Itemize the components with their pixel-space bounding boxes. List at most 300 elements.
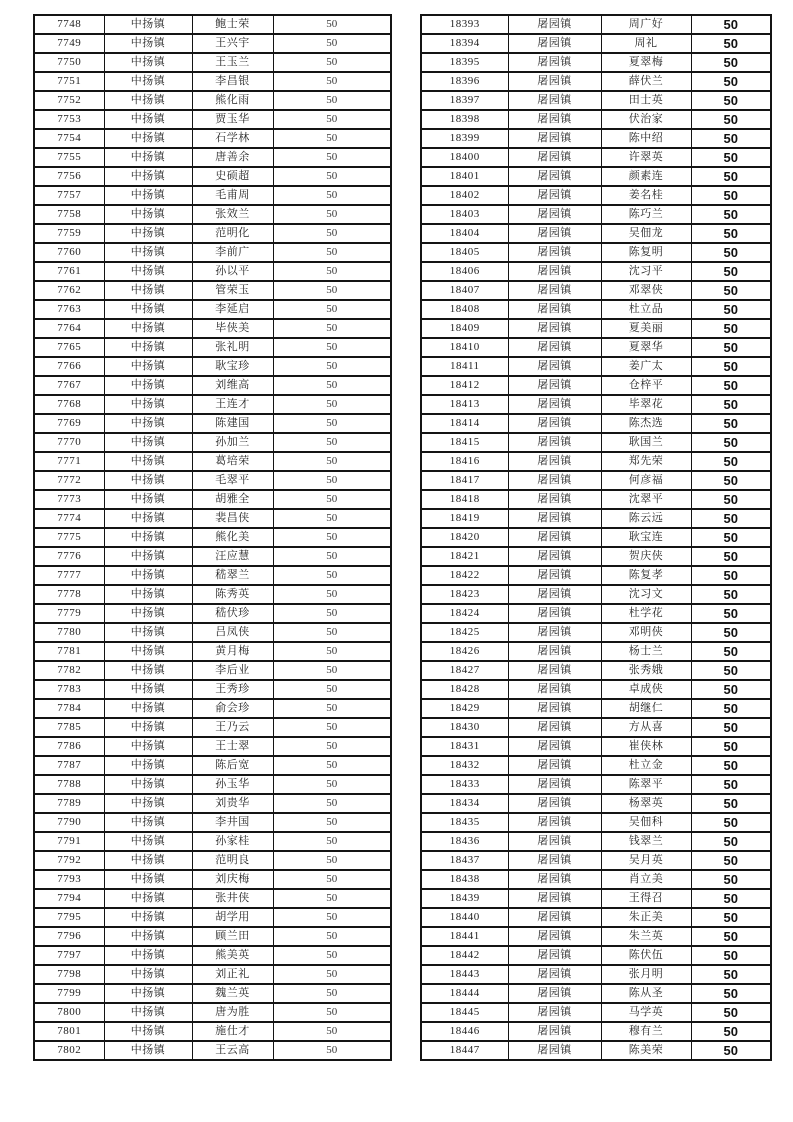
cell-name: 吴佃龙 [601,224,691,243]
cell-value: 50 [273,490,391,509]
cell-name: 沈习文 [601,585,691,604]
cell-id: 18443 [421,965,508,984]
right-roster-table [420,14,772,1061]
cell-id: 18418 [421,490,508,509]
cell-name: 管荣玉 [192,281,273,300]
cell-name: 王连才 [192,395,273,414]
cell-name: 薛伏兰 [601,72,691,91]
cell-town: 中扬镇 [104,680,192,699]
cell-value: 50 [273,547,391,566]
cell-id: 18439 [421,889,508,908]
cell-name: 熊美英 [192,946,273,965]
cell-name: 耿国兰 [601,433,691,452]
cell-town: 屠园镇 [508,946,601,965]
cell-name: 王秀珍 [192,680,273,699]
cell-town: 屠园镇 [508,205,601,224]
table-row [421,642,771,661]
table-row [421,72,771,91]
cell-name: 黄月梅 [192,642,273,661]
cell-id: 7770 [34,433,104,452]
cell-id: 18408 [421,300,508,319]
table-row [421,832,771,851]
cell-value: 50 [273,319,391,338]
cell-value: 50 [273,53,391,72]
cell-name: 贺庆侠 [601,547,691,566]
cell-name: 胡继仁 [601,699,691,718]
cell-id: 7763 [34,300,104,319]
cell-id: 7778 [34,585,104,604]
cell-id: 7752 [34,91,104,110]
table-row [421,357,771,376]
cell-name: 杜立金 [601,756,691,775]
table-row [421,585,771,604]
cell-name: 周广好 [601,15,691,34]
cell-town: 中扬镇 [104,167,192,186]
cell-value: 50 [273,338,391,357]
cell-id: 7776 [34,547,104,566]
cell-name: 李延启 [192,300,273,319]
table-row [34,946,391,965]
cell-id: 7755 [34,148,104,167]
cell-name: 嵇翠兰 [192,566,273,585]
table-row [34,167,391,186]
cell-id: 18393 [421,15,508,34]
table-row [421,452,771,471]
cell-name: 王云高 [192,1041,273,1060]
table-row [34,927,391,946]
table-row [421,718,771,737]
cell-town: 中扬镇 [104,376,192,395]
cell-name: 刘维高 [192,376,273,395]
cell-town: 中扬镇 [104,1041,192,1060]
table-row [34,699,391,718]
cell-name: 孙加兰 [192,433,273,452]
cell-town: 中扬镇 [104,604,192,623]
cell-value: 50 [691,319,771,338]
table-row [421,604,771,623]
cell-id: 18409 [421,319,508,338]
table-row [421,680,771,699]
cell-id: 7749 [34,34,104,53]
cell-town: 屠园镇 [508,927,601,946]
cell-id: 7789 [34,794,104,813]
cell-name: 卓成侠 [601,680,691,699]
table-row [421,965,771,984]
cell-town: 屠园镇 [508,34,601,53]
cell-id: 7800 [34,1003,104,1022]
table-row [34,908,391,927]
cell-id: 7780 [34,623,104,642]
cell-value: 50 [691,338,771,357]
table-row [34,1041,391,1060]
cell-value: 50 [691,186,771,205]
cell-value: 50 [691,395,771,414]
cell-id: 18437 [421,851,508,870]
cell-value: 50 [273,414,391,433]
cell-value: 50 [273,794,391,813]
cell-id: 18394 [421,34,508,53]
table-row [34,433,391,452]
cell-town: 中扬镇 [104,490,192,509]
cell-id: 18407 [421,281,508,300]
cell-town: 屠园镇 [508,376,601,395]
cell-name: 仓梓平 [601,376,691,395]
cell-name: 杜立品 [601,300,691,319]
cell-name: 陈中绍 [601,129,691,148]
cell-value: 50 [273,262,391,281]
cell-id: 7767 [34,376,104,395]
cell-id: 18423 [421,585,508,604]
cell-id: 7788 [34,775,104,794]
cell-id: 18427 [421,661,508,680]
cell-id: 18435 [421,813,508,832]
cell-town: 中扬镇 [104,72,192,91]
table-row [421,414,771,433]
table-row [421,34,771,53]
cell-id: 7768 [34,395,104,414]
table-row [421,186,771,205]
cell-id: 18430 [421,718,508,737]
cell-town: 屠园镇 [508,984,601,1003]
cell-town: 屠园镇 [508,167,601,186]
cell-name: 陈后宽 [192,756,273,775]
cell-town: 屠园镇 [508,300,601,319]
table-row [421,1041,771,1060]
cell-value: 50 [691,167,771,186]
cell-name: 顾兰田 [192,927,273,946]
cell-name: 方从喜 [601,718,691,737]
cell-id: 7764 [34,319,104,338]
cell-value: 50 [273,737,391,756]
cell-value: 50 [691,1022,771,1041]
cell-value: 50 [691,889,771,908]
cell-value: 50 [273,1003,391,1022]
cell-id: 7792 [34,851,104,870]
cell-id: 7748 [34,15,104,34]
cell-town: 中扬镇 [104,965,192,984]
table-row [421,661,771,680]
right-roster-table-body [421,15,771,1060]
table-row [421,737,771,756]
cell-id: 18420 [421,528,508,547]
table-row [421,376,771,395]
cell-town: 屠园镇 [508,148,601,167]
cell-value: 50 [691,927,771,946]
table-row [34,471,391,490]
cell-town: 屠园镇 [508,357,601,376]
cell-name: 邓翠侠 [601,281,691,300]
cell-id: 7783 [34,680,104,699]
cell-id: 18411 [421,357,508,376]
cell-name: 王乃云 [192,718,273,737]
table-row [34,604,391,623]
cell-id: 18432 [421,756,508,775]
cell-id: 7760 [34,243,104,262]
table-row [421,927,771,946]
cell-name: 陈美荣 [601,1041,691,1060]
cell-town: 中扬镇 [104,414,192,433]
cell-town: 中扬镇 [104,319,192,338]
cell-value: 50 [691,946,771,965]
cell-id: 18431 [421,737,508,756]
cell-id: 7799 [34,984,104,1003]
cell-name: 何彦福 [601,471,691,490]
cell-id: 7751 [34,72,104,91]
cell-id: 7772 [34,471,104,490]
cell-town: 屠园镇 [508,604,601,623]
cell-town: 屠园镇 [508,224,601,243]
cell-value: 50 [691,471,771,490]
cell-name: 许翠英 [601,148,691,167]
cell-town: 中扬镇 [104,224,192,243]
cell-town: 中扬镇 [104,870,192,889]
table-row [34,642,391,661]
cell-value: 50 [273,15,391,34]
cell-name: 姜名桂 [601,186,691,205]
cell-name: 张井侠 [192,889,273,908]
cell-value: 50 [273,186,391,205]
cell-name: 李井国 [192,813,273,832]
cell-value: 50 [691,718,771,737]
left-roster-table [33,14,392,1061]
table-row [421,756,771,775]
table-row [34,281,391,300]
cell-name: 夏美丽 [601,319,691,338]
cell-town: 中扬镇 [104,15,192,34]
cell-value: 50 [691,509,771,528]
cell-id: 7759 [34,224,104,243]
cell-town: 屠园镇 [508,680,601,699]
cell-name: 陈秀英 [192,585,273,604]
cell-town: 中扬镇 [104,699,192,718]
cell-town: 屠园镇 [508,395,601,414]
cell-name: 胡雅全 [192,490,273,509]
cell-name: 刘正礼 [192,965,273,984]
cell-town: 中扬镇 [104,452,192,471]
cell-name: 钱翠兰 [601,832,691,851]
cell-id: 7761 [34,262,104,281]
cell-id: 18446 [421,1022,508,1041]
cell-value: 50 [691,129,771,148]
table-row [34,395,391,414]
cell-town: 屠园镇 [508,243,601,262]
cell-id: 18400 [421,148,508,167]
cell-town: 中扬镇 [104,110,192,129]
cell-name: 沈翠平 [601,490,691,509]
cell-town: 中扬镇 [104,566,192,585]
cell-name: 陈复孝 [601,566,691,585]
cell-town: 屠园镇 [508,72,601,91]
cell-value: 50 [273,1022,391,1041]
cell-id: 18441 [421,927,508,946]
table-row [34,718,391,737]
cell-value: 50 [273,756,391,775]
table-row [421,148,771,167]
cell-id: 18402 [421,186,508,205]
table-row [34,53,391,72]
cell-town: 中扬镇 [104,547,192,566]
cell-value: 50 [273,110,391,129]
cell-value: 50 [691,661,771,680]
cell-id: 18433 [421,775,508,794]
cell-id: 18428 [421,680,508,699]
cell-id: 7756 [34,167,104,186]
cell-name: 杨翠英 [601,794,691,813]
table-row [34,186,391,205]
cell-value: 50 [691,205,771,224]
cell-value: 50 [691,794,771,813]
cell-value: 50 [273,585,391,604]
cell-name: 王士翠 [192,737,273,756]
cell-id: 18405 [421,243,508,262]
left-roster-table-body [34,15,391,1060]
cell-name: 朱兰英 [601,927,691,946]
cell-id: 18406 [421,262,508,281]
cell-town: 中扬镇 [104,908,192,927]
table-row [421,15,771,34]
cell-name: 孙家桂 [192,832,273,851]
cell-id: 18399 [421,129,508,148]
cell-town: 中扬镇 [104,262,192,281]
cell-name: 颜素连 [601,167,691,186]
cell-name: 范明化 [192,224,273,243]
cell-value: 50 [691,300,771,319]
cell-id: 18398 [421,110,508,129]
cell-town: 中扬镇 [104,623,192,642]
table-row [34,243,391,262]
table-row [34,585,391,604]
cell-id: 7791 [34,832,104,851]
table-row [34,813,391,832]
cell-value: 50 [691,547,771,566]
cell-id: 18424 [421,604,508,623]
cell-town: 中扬镇 [104,186,192,205]
cell-id: 18425 [421,623,508,642]
cell-town: 中扬镇 [104,756,192,775]
table-row [421,395,771,414]
cell-town: 屠园镇 [508,186,601,205]
table-row [34,15,391,34]
cell-town: 屠园镇 [508,452,601,471]
table-row [421,547,771,566]
cell-value: 50 [273,167,391,186]
cell-town: 屠园镇 [508,870,601,889]
cell-town: 屠园镇 [508,319,601,338]
cell-id: 7766 [34,357,104,376]
cell-id: 18413 [421,395,508,414]
cell-value: 50 [273,357,391,376]
cell-town: 中扬镇 [104,794,192,813]
cell-value: 50 [691,813,771,832]
cell-value: 50 [273,832,391,851]
cell-name: 耿宝珍 [192,357,273,376]
cell-name: 郑先荣 [601,452,691,471]
cell-name: 毕侠美 [192,319,273,338]
cell-town: 中扬镇 [104,813,192,832]
cell-value: 50 [273,813,391,832]
cell-value: 50 [273,300,391,319]
cell-value: 50 [691,243,771,262]
cell-name: 唐善余 [192,148,273,167]
cell-value: 50 [691,281,771,300]
cell-value: 50 [273,148,391,167]
cell-value: 50 [273,946,391,965]
cell-name: 鲍士荣 [192,15,273,34]
cell-value: 50 [273,718,391,737]
table-row [34,661,391,680]
cell-name: 葛培荣 [192,452,273,471]
cell-value: 50 [273,91,391,110]
cell-id: 7753 [34,110,104,129]
cell-name: 张效兰 [192,205,273,224]
cell-id: 7765 [34,338,104,357]
cell-name: 陈复明 [601,243,691,262]
cell-town: 屠园镇 [508,110,601,129]
table-row [421,53,771,72]
cell-id: 7754 [34,129,104,148]
cell-value: 50 [691,1041,771,1060]
table-row [421,167,771,186]
table-row [421,509,771,528]
cell-value: 50 [273,224,391,243]
cell-value: 50 [691,737,771,756]
cell-name: 范明良 [192,851,273,870]
cell-id: 18412 [421,376,508,395]
table-row [421,794,771,813]
cell-name: 张礼明 [192,338,273,357]
cell-name: 裴昌侠 [192,509,273,528]
cell-town: 中扬镇 [104,300,192,319]
table-row [34,357,391,376]
cell-town: 屠园镇 [508,1003,601,1022]
cell-id: 7781 [34,642,104,661]
table-row [421,1022,771,1041]
cell-town: 屠园镇 [508,490,601,509]
cell-name: 熊化美 [192,528,273,547]
cell-id: 18419 [421,509,508,528]
cell-name: 汪应慧 [192,547,273,566]
cell-town: 屠园镇 [508,414,601,433]
cell-name: 史硕超 [192,167,273,186]
cell-id: 7797 [34,946,104,965]
cell-value: 50 [691,15,771,34]
cell-name: 李后业 [192,661,273,680]
table-row [421,281,771,300]
table-row [34,1022,391,1041]
cell-town: 屠园镇 [508,756,601,775]
cell-town: 中扬镇 [104,832,192,851]
cell-town: 中扬镇 [104,737,192,756]
cell-value: 50 [273,851,391,870]
cell-town: 中扬镇 [104,642,192,661]
cell-town: 屠园镇 [508,585,601,604]
cell-town: 中扬镇 [104,338,192,357]
cell-town: 中扬镇 [104,471,192,490]
cell-value: 50 [691,699,771,718]
cell-name: 陈翠平 [601,775,691,794]
cell-town: 屠园镇 [508,1041,601,1060]
cell-town: 中扬镇 [104,148,192,167]
cell-town: 中扬镇 [104,53,192,72]
cell-town: 中扬镇 [104,1003,192,1022]
cell-value: 50 [691,148,771,167]
cell-town: 屠园镇 [508,547,601,566]
table-row [34,490,391,509]
cell-name: 杜学花 [601,604,691,623]
cell-value: 50 [273,376,391,395]
cell-name: 陈从圣 [601,984,691,1003]
cell-town: 中扬镇 [104,946,192,965]
